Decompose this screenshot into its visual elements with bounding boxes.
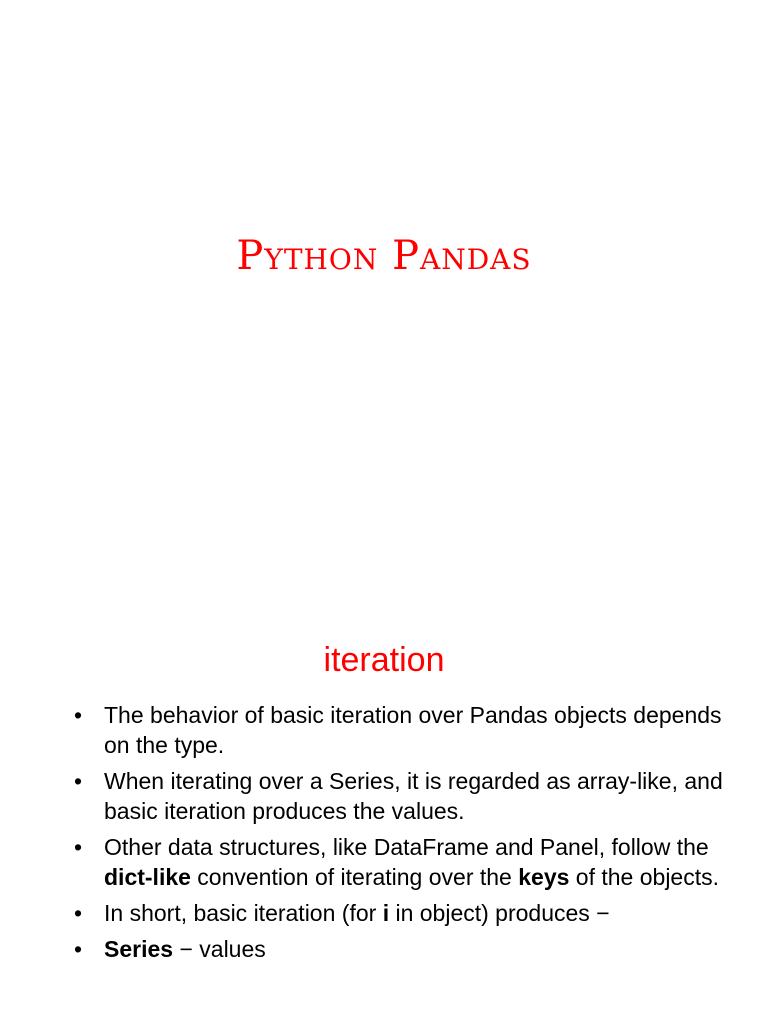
bold-term-series: Series [104, 936, 174, 962]
bullet-text: in object) produces − [389, 900, 610, 926]
bullet-item [72, 766, 732, 826]
bullet-list [72, 700, 732, 970]
bullet-text: − values [173, 936, 266, 962]
bullet-text: The behavior of basic iteration over Pandas objects depends on the type. [104, 702, 722, 758]
slide-title-heading: Python Pandas [236, 233, 532, 279]
bullet-item [72, 700, 732, 760]
bold-term-keys: keys [518, 864, 570, 890]
bullet-item [72, 832, 732, 892]
bullet-text: of the objects. [569, 864, 719, 890]
bullet-text: When iterating over a Series, it is regarded as array-like, and basic iteration produces the values. [104, 768, 723, 824]
bold-term-i: i [382, 900, 390, 926]
bullet-text: convention of iterating over the [190, 864, 519, 890]
bullet-text: In short, basic iteration (for [104, 900, 383, 926]
bullet-text: Other data structures, like DataFrame and Panel, follow the [104, 834, 709, 860]
bullet-item [72, 934, 732, 964]
bullet-item [72, 898, 732, 928]
bold-term-dict-like: dict-like [104, 864, 191, 890]
iteration-heading: iteration [323, 641, 445, 679]
